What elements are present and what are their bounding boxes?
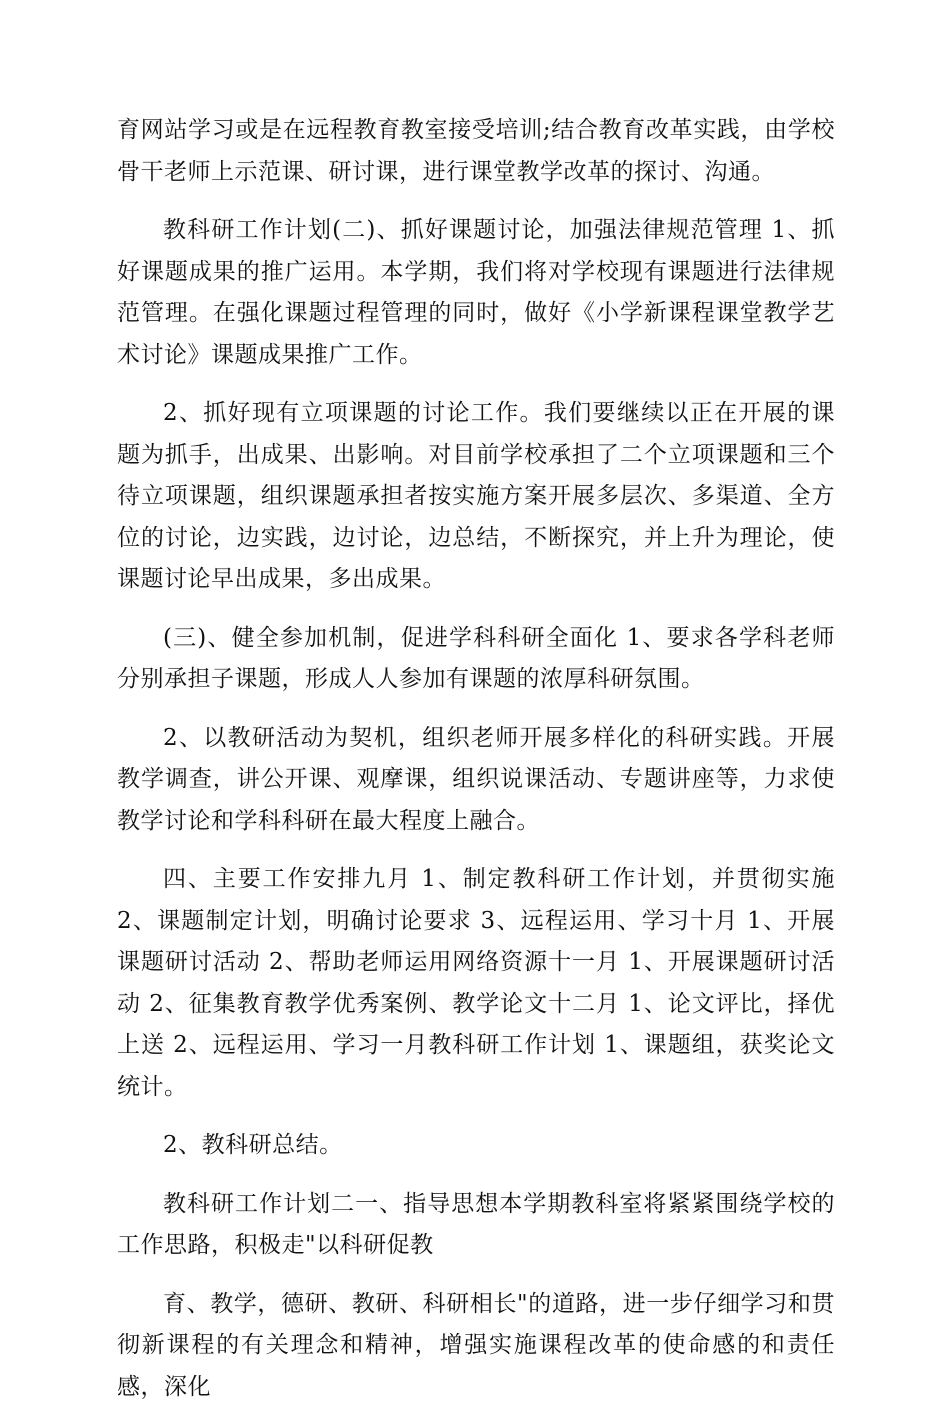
paragraph-6: 四、主要工作安排九月 1、制定教科研工作计划，并贯彻实施 2、课题制定计划，明确讨论要求 3、远程运用、学习十月 1、开展课题研讨活动 2、帮助老师运用网络资源十一月 1、开展课题研讨活动 2、征集教育教学优秀案例、教学论文十二月 1、论文评比，择优上送 2、远程运用、学习一月教科研工作计划 1、课题组，获奖论文统计。 bbox=[117, 866, 835, 1100]
paragraph-5: 2、以教研活动为契机，组织老师开展多样化的科研实践。开展教学调查，讲公开课、观摩课，组织说课活动、专题讲座等，力求使教学讨论和学科科研在最大程度上融合。 bbox=[117, 724, 835, 834]
paragraph-4: (三)、健全参加机制，促进学科科研全面化 1、要求各学科老师分别承担子课题，形成人人参加有课题的浓厚科研氛围。 bbox=[117, 624, 835, 692]
document-page bbox=[117, 110, 835, 1425]
paragraph-1: 育网站学习或是在远程教育教室接受培训;结合教育改革实践，由学校骨干老师上示范课、研讨课，进行课堂教学改革的探讨、沟通。 bbox=[117, 117, 835, 185]
paragraph-3: 2、抓好现有立项课题的讨论工作。我们要继续以正在开展的课题为抓手，出成果、出影响。对目前学校承担了二个立项课题和三个待立项课题，组织课题承担者按实施方案开展多层次、多渠道、全方位的讨论，边实践，边讨论，边总结，不断探究，并上升为理论，使课题讨论早出成果，多出成果。 bbox=[117, 400, 835, 592]
paragraph-7: 2、教科研总结。 bbox=[163, 1132, 343, 1158]
paragraph-8: 教科研工作计划二一、指导思想本学期教科室将紧紧围绕学校的工作思路，积极走"以科研促教 bbox=[117, 1190, 835, 1258]
paragraph-2: 教科研工作计划(二)、抓好课题讨论，加强法律规范管理 1、抓好课题成果的推广运用。本学期，我们将对学校现有课题进行法律规范管理。在强化课题过程管理的同时，做好《小学新课程课堂教学艺术讨论》课题成果推广工作。 bbox=[117, 217, 835, 368]
paragraph-9: 育、教学，德研、教研、科研相长"的道路，进一步仔细学习和贯彻新课程的有关理念和精神，增强实施课程改革的使命感的和责任感，深化 bbox=[117, 1290, 835, 1400]
